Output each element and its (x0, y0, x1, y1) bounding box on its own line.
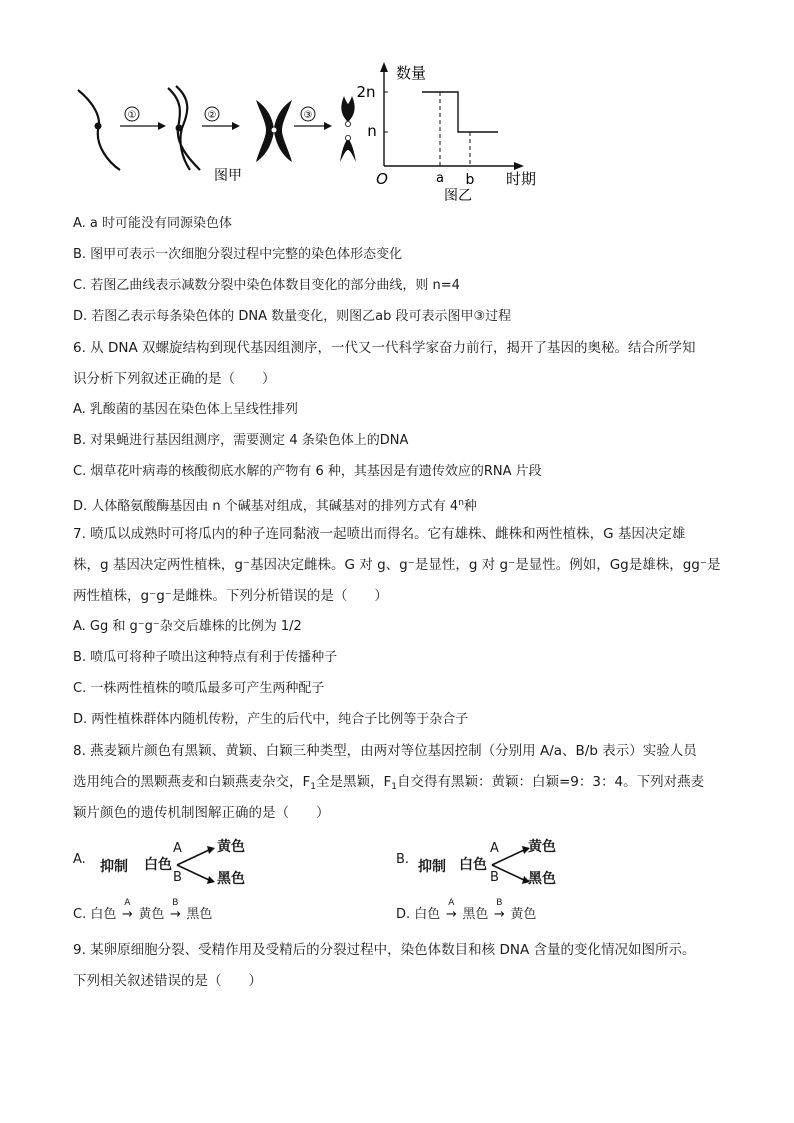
q8-option-b-color-bottom: 黑色 (528, 871, 556, 887)
y-tick-2n: 2n (356, 83, 376, 101)
arrow-step-3 (294, 107, 332, 130)
q8-option-a-white: 白色 (144, 857, 172, 873)
x-tick-a: a (436, 171, 444, 186)
centromere-dot-3 (272, 128, 277, 133)
x-tick-b: b (465, 172, 475, 188)
y-axis-label: 数量 (396, 64, 427, 82)
q8-option-c-color-1: 白色 (90, 907, 117, 922)
q8-option-b (396, 836, 596, 892)
centromere-dot-5 (345, 135, 350, 140)
q8-option-a-color-bottom: 黑色 (217, 871, 245, 887)
q8-option-c-label: C. (73, 907, 87, 922)
centromere-dot-1 (95, 123, 102, 130)
q6-option-d-suffix: 种 (463, 499, 477, 514)
q8-option-a-gene-top: A (173, 841, 182, 856)
q8-stem-part-a: 选用纯合的黑颗燕麦和白颖燕麦杂交，F (73, 774, 311, 790)
step-1-label: ① (127, 110, 137, 121)
q6-stem-line1: 6. 从 DNA 双螺旋结构到现代基因组测序，一代又一代科学家奋力前行，揭开了基因的奥秘。结合所学知 (73, 340, 696, 356)
y-tick-n: n (367, 122, 377, 140)
q8-option-b-gene-bottom: B (490, 870, 499, 885)
q8-option-d (396, 898, 537, 922)
q5-option-d: D. 若图乙表示每条染色体的 DNA 数量变化，则图乙ab 段可表示图甲③过程 (73, 309, 512, 324)
q6-option-d-prefix: D. 人体酪氨酸酶基因由 n 个碱基对组成，其碱基对的排列方式有 4 (73, 499, 459, 514)
q8-option-a (73, 836, 273, 892)
q8-stem-line3: 颖片颜色的遗传机制图解正确的是（ ） (73, 805, 330, 821)
q8-option-c (73, 898, 213, 922)
q6-option-d (73, 493, 477, 517)
q9-stem-line1: 9. 某卵原细胞分裂、受精作用及受精后的分裂过程中，染色体数目和核 DNA 含量的变化情况如图所示。 (73, 942, 696, 958)
q8-option-d-arrow-2: B → (488, 907, 510, 922)
q8-option-d-color-2: 黑色 (462, 907, 489, 922)
arrow-step-2 (202, 107, 240, 130)
q8-option-b-color-top: 黄色 (528, 839, 556, 855)
chromosome-single (78, 90, 120, 170)
q8-option-a-label: A. (73, 852, 86, 867)
q7-option-a: A. Gg 和 g⁻g⁻杂交后雄株的比例为 1/2 (73, 619, 302, 634)
q8-option-d-gene-1: A (448, 898, 455, 908)
figure-yi-caption: 图乙 (444, 188, 472, 204)
step-2-label: ② (207, 110, 217, 121)
q8-option-c-arrow-1: A → (116, 907, 138, 922)
q5-option-b: B. 图甲可表示一次细胞分裂过程中完整的染色体形态变化 (73, 247, 403, 262)
figure-jia-caption: 图甲 (214, 168, 242, 184)
q8-stem-part-b: 全是黑颖，F (316, 774, 392, 790)
q8-stem-part-c: 自交得有黑颖：黄颖：白颖=9：3：4。下列对燕麦 (397, 774, 705, 790)
q7-option-b: B. 喷瓜可将种子喷出这种特点有利于传播种子 (73, 650, 338, 665)
chromatids-separated (340, 96, 356, 162)
q8-option-c-arrow-2: B → (164, 907, 186, 922)
q8-option-c-gene-1: A (124, 898, 131, 908)
q5-option-a: A. a 时可能没有同源染色体 (73, 216, 233, 231)
q6-option-b: B. 对果蝇进行基因组测序，需要测定 4 条染色体上的DNA (73, 433, 409, 448)
q8-option-a-color-top: 黄色 (217, 839, 245, 855)
q7-stem-line1: 7. 喷瓜以成熟时可将瓜内的种子连同黏液一起喷出而得名。它有雄株、雌株和两性植株，G 基因决定雄 (73, 526, 686, 542)
q8-option-c-color-3: 黑色 (186, 907, 213, 922)
q8-option-d-arrow-1: A → (440, 907, 462, 922)
q8-option-b-white: 白色 (459, 857, 487, 873)
q8-option-c-color-2: 黄色 (138, 907, 165, 922)
figure-jia-yi (60, 58, 760, 208)
x-axis-label: 时期 (506, 170, 537, 188)
q8-stem-line2 (73, 772, 704, 797)
q7-stem-line3: 两性植株，g⁻g⁻是雌株。下列分析错误的是（ ） (73, 588, 388, 604)
q7-option-d: D. 两性植株群体内随机传粉，产生的后代中，纯合子比例等于杂合子 (73, 712, 469, 727)
q8-option-d-label: D. (396, 907, 411, 922)
step-3-label: ③ (303, 110, 313, 121)
q8-option-c-gene-2: B (172, 898, 179, 908)
q8-option-b-gene-top: A (490, 841, 499, 856)
q8-option-a-inhibit: 抑制 (100, 859, 128, 875)
arrow-step-1 (120, 107, 166, 130)
q8-option-b-inhibit: 抑制 (418, 859, 446, 875)
q8-option-d-color-3: 黄色 (510, 907, 537, 922)
q9-stem-line2: 下列相关叙述错误的是（ ） (73, 973, 262, 989)
q8-sub-2: 1 (391, 782, 397, 792)
origin-label: O (376, 170, 388, 188)
q7-option-c: C. 一株两性植株的喷瓜最多可产生两种配子 (73, 681, 325, 696)
q8-option-d-gene-2: B (496, 898, 503, 908)
step-curve (422, 92, 498, 132)
q8-option-a-gene-bottom: B (173, 870, 182, 885)
figure-yi-graph (356, 62, 536, 204)
q6-option-c: C. 烟草花叶病毒的核酸彻底水解的产物有 6 种，其基因是有遗传效应的RNA 片段 (73, 464, 542, 479)
q8-option-b-label: B. (396, 852, 410, 867)
chromosome-replicated (168, 86, 200, 170)
q6-option-d-sup: n (458, 498, 464, 508)
q5-option-c: C. 若图乙曲线表示减数分裂中染色体数目变化的部分曲线，则 n=4 (73, 278, 460, 293)
q8-sub-1: 1 (310, 782, 316, 792)
q6-stem-line2: 识分析下列叙述正确的是（ ） (73, 371, 276, 387)
q8-option-d-color-1: 白色 (414, 907, 441, 922)
centromere-dot-4 (345, 121, 350, 126)
q6-option-a: A. 乳酸菌的基因在染色体上呈线性排列 (73, 402, 298, 417)
q8-stem-line1: 8. 燕麦颖片颜色有黑颖、黄颖、白颖三种类型，由两对等位基因控制（分别用 A/a、B/b 表示）实验人员 (73, 743, 697, 759)
q7-stem-line2: 株，g 基因决定两性植株，g⁻基因决定雌株。G 对 g、g⁻是显性，g 对 g⁻是显性。例如，Gg是雄株，gg⁻是 (73, 557, 721, 573)
centromere-dot-2 (176, 125, 183, 132)
